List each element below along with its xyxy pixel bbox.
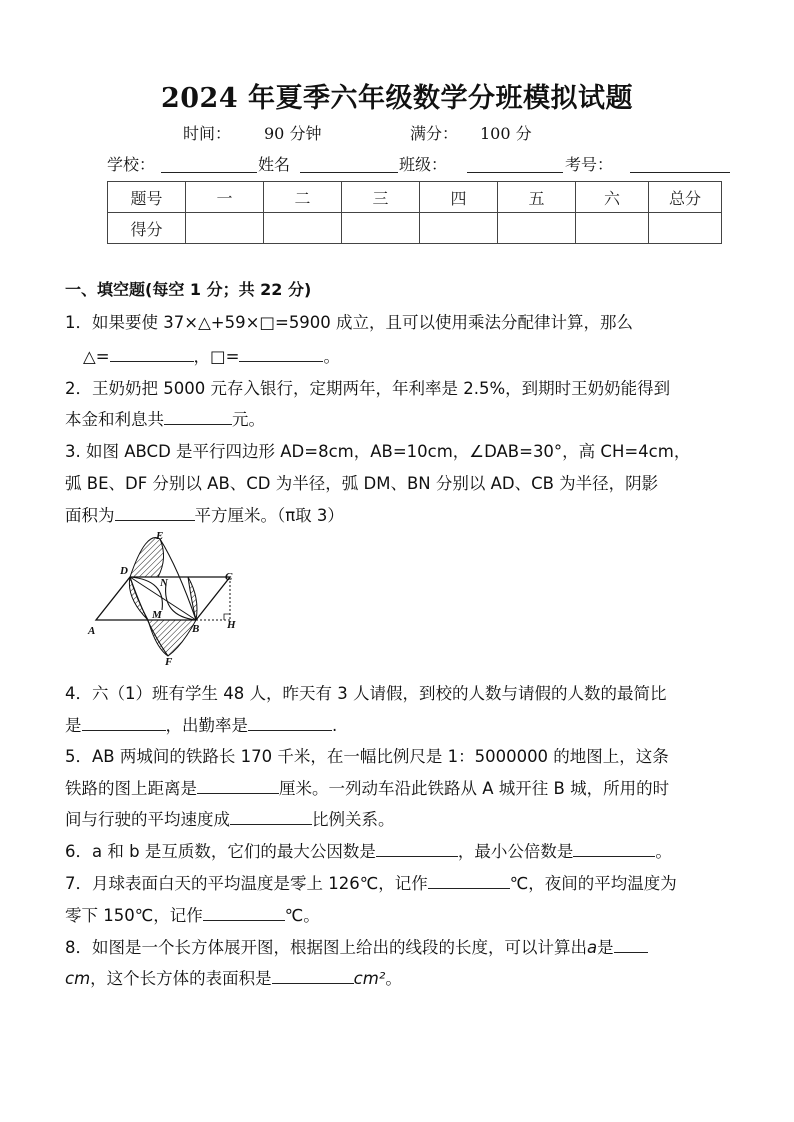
q5-blank-proportion[interactable] xyxy=(230,823,312,825)
q1-text: △= xyxy=(83,347,110,366)
section-heading: 一、填空题(每空 1 分；共 22 分) xyxy=(65,280,312,299)
time-label: 时间： xyxy=(183,124,232,143)
question-7-line-2 xyxy=(65,902,320,926)
school-field[interactable] xyxy=(161,172,257,173)
q7-text: ℃，夜间的平均温度为 xyxy=(509,874,677,893)
label-n: N xyxy=(160,577,168,589)
header-cell: 二 xyxy=(264,182,342,213)
question-1-line-2 xyxy=(83,343,340,367)
q2-text: 本金和利息共 xyxy=(65,410,164,429)
score-cell[interactable] xyxy=(420,213,498,244)
q1-text: 。 xyxy=(323,347,340,366)
q7-blank-day[interactable] xyxy=(428,887,510,889)
q8-text: 8．如图是一个长方体展开图，根据图上给出的线段的长度，可以计算出 xyxy=(65,938,587,957)
score-table xyxy=(107,181,722,244)
q5-blank-distance[interactable] xyxy=(197,792,279,794)
q4-blank-ratio[interactable] xyxy=(82,729,166,731)
score-cell[interactable] xyxy=(649,213,722,244)
q6-blank-gcd[interactable] xyxy=(376,855,458,857)
q8-unit: cm xyxy=(65,969,91,988)
score-table-header-row xyxy=(108,182,722,213)
q8-text: 是 xyxy=(597,938,614,957)
q8-text: ，这个长方体的表面积是 xyxy=(90,969,272,988)
q8-variable-a: a xyxy=(587,938,598,957)
question-1-line-1: 1．如果要使 37×△+59×□=5900 成立，且可以使用乘法分配律计算，那么 xyxy=(65,313,634,332)
question-3-line-1: 3. 如图 ABCD 是平行四边形 AD=8cm，AB=10cm，∠DAB=30°，高 CH=4cm， xyxy=(65,442,691,461)
q2-text: 元。 xyxy=(232,410,265,429)
question-5-line-3 xyxy=(65,806,395,830)
q7-text: ℃。 xyxy=(284,906,320,925)
q7-text: 零下 150℃，记作 xyxy=(65,906,203,925)
q1-blank-square[interactable] xyxy=(239,360,323,362)
question-3-line-2: 弧 BE、DF 分别以 AB、CD 为半径，弧 DM、BN 分别以 AD、CB 为半径，阴影 xyxy=(65,474,659,493)
question-8-line-1 xyxy=(65,934,648,958)
q8-blank-area[interactable] xyxy=(272,982,354,984)
question-4-line-2 xyxy=(65,712,337,736)
name-label: 姓名 xyxy=(258,155,291,174)
q8-blank-a[interactable] xyxy=(614,951,648,953)
header-cell: 五 xyxy=(498,182,576,213)
q1-text: ，□= xyxy=(193,347,240,366)
q6-text: ，最小公倍数是 xyxy=(457,842,574,861)
score-row-label: 得分 xyxy=(108,213,186,244)
question-2-line-2 xyxy=(65,406,265,430)
question-6-line-1 xyxy=(65,838,672,862)
shaded-region-right xyxy=(188,577,197,620)
header-cell: 题号 xyxy=(108,182,186,213)
score-table-score-row xyxy=(108,213,722,244)
score-cell[interactable] xyxy=(186,213,264,244)
label-b: B xyxy=(192,623,200,635)
label-f: F xyxy=(165,656,173,668)
question-8-line-2 xyxy=(65,965,402,989)
question-5-line-1: 5．AB 两城间的铁路长 170 千米，在一幅比例尺是 1：5000000 的地图上，这条 xyxy=(65,747,669,766)
question-2-line-1: 2．王奶奶把 5000 元存入银行，定期两年，年利率是 2.5%，到期时王奶奶能得到 xyxy=(65,379,671,398)
q1-blank-triangle[interactable] xyxy=(110,360,194,362)
q6-text: 6．a 和 b 是互质数，它们的最大公因数是 xyxy=(65,842,376,861)
score-cell[interactable] xyxy=(498,213,576,244)
parallelogram-arc-figure xyxy=(86,528,246,668)
shaded-region-bottom xyxy=(148,620,196,656)
exam-no-label: 考号： xyxy=(565,155,614,174)
label-a: A xyxy=(88,625,96,637)
question-4-line-1: 4．六（1）班有学生 48 人，昨天有 3 人请假，到校的人数与请假的人数的最简比 xyxy=(65,684,667,703)
label-h: H xyxy=(227,619,236,631)
q8-unit: cm² xyxy=(353,969,386,988)
header-cell: 一 xyxy=(186,182,264,213)
header-cell: 六 xyxy=(576,182,649,213)
q7-text: 7．月球表面白天的平均温度是零上 126℃，记作 xyxy=(65,874,428,893)
question-7-line-1 xyxy=(65,870,677,894)
q4-blank-attendance[interactable] xyxy=(248,729,332,731)
label-e: E xyxy=(156,530,164,542)
header-cell: 总分 xyxy=(649,182,722,213)
name-field[interactable] xyxy=(300,172,398,173)
label-m: M xyxy=(152,609,162,621)
q3-text: 平方厘米。（π取 3） xyxy=(194,506,344,525)
q5-text: 铁路的图上距离是 xyxy=(65,779,197,798)
label-c: C xyxy=(225,571,233,583)
label-d: D xyxy=(120,565,128,577)
q4-text: 是 xyxy=(65,716,82,735)
score-cell[interactable] xyxy=(342,213,420,244)
full-score-value: 100 分 xyxy=(480,124,532,143)
q4-text: ，出勤率是 xyxy=(165,716,248,735)
question-5-line-2 xyxy=(65,775,669,799)
q8-text: 。 xyxy=(385,969,402,988)
school-label: 学校： xyxy=(107,155,156,174)
score-cell[interactable] xyxy=(264,213,342,244)
q5-text: 厘米。一列动车沿此铁路从 A 城开往 B 城，所用的时 xyxy=(279,779,670,798)
q7-blank-night[interactable] xyxy=(203,919,285,921)
class-field[interactable] xyxy=(467,172,563,173)
question-3-line-3 xyxy=(65,502,344,526)
header-cell: 四 xyxy=(420,182,498,213)
header-cell: 三 xyxy=(342,182,420,213)
q4-text: . xyxy=(332,716,338,735)
q5-text: 比例关系。 xyxy=(312,810,395,829)
class-label: 班级： xyxy=(399,155,448,174)
score-cell[interactable] xyxy=(576,213,649,244)
q5-text: 间与行驶的平均速度成 xyxy=(65,810,230,829)
page-title: 2024 年夏季六年级数学分班模拟试题 xyxy=(160,83,634,114)
full-score-label: 满分： xyxy=(410,124,459,143)
q6-blank-lcm[interactable] xyxy=(573,855,655,857)
q6-text: 。 xyxy=(655,842,672,861)
shaded-region-top xyxy=(130,538,164,577)
q2-blank[interactable] xyxy=(164,423,232,425)
q3-blank[interactable] xyxy=(115,519,195,521)
q3-text: 面积为 xyxy=(65,506,115,525)
time-value: 90 分钟 xyxy=(264,124,322,143)
exam-no-field[interactable] xyxy=(630,172,730,173)
